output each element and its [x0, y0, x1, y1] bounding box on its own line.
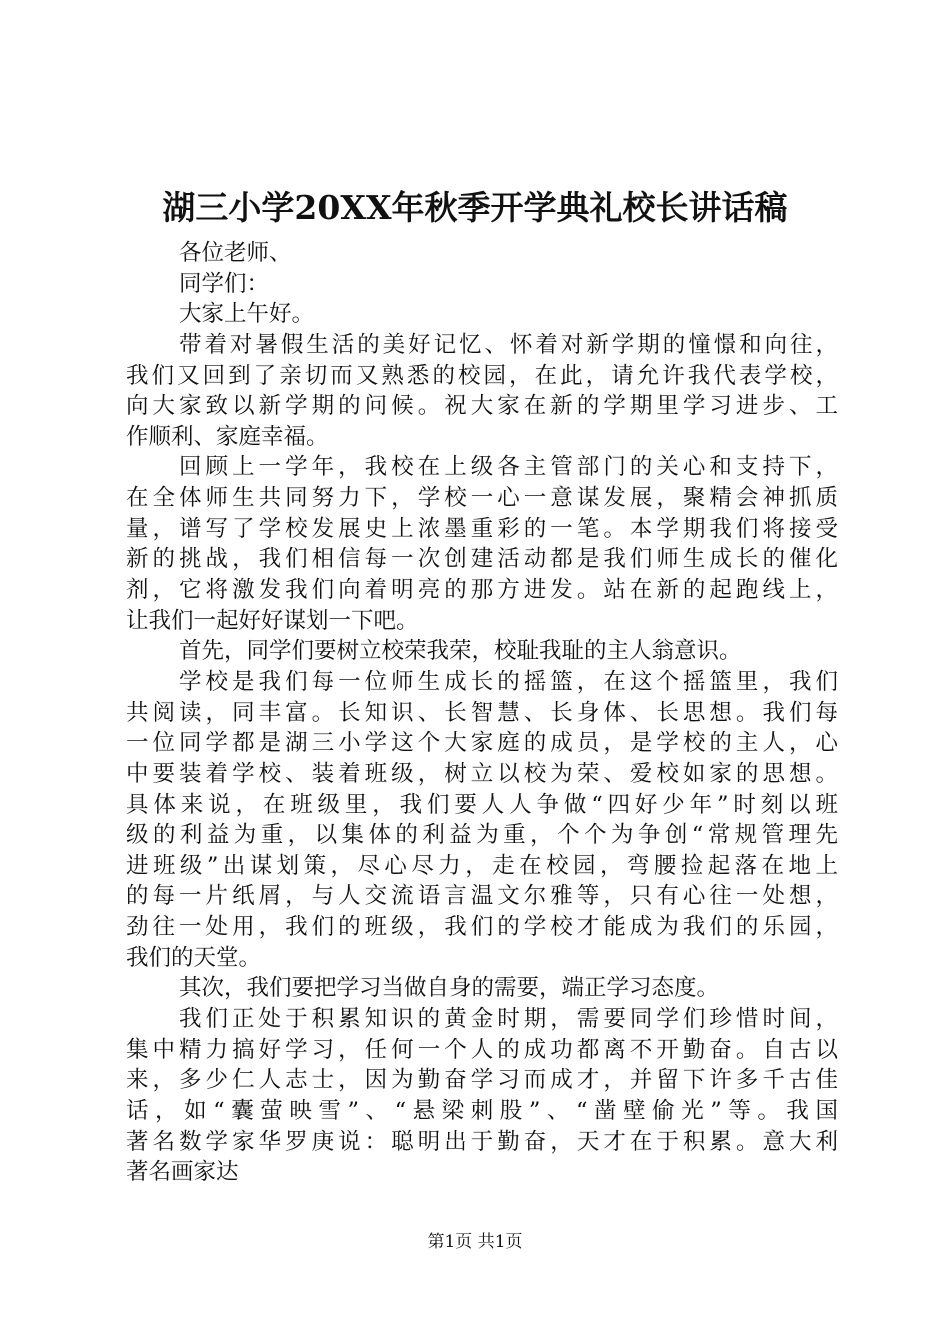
body-line: 作顺利、家庭幸福。	[126, 423, 329, 450]
body-line: 各位老师、	[179, 240, 292, 266]
body-line: 我们的天堂。	[126, 944, 262, 971]
body-line: 著名画家达	[126, 1159, 239, 1186]
document-title: 湖三小学20XX年秋季开学典礼校长讲话稿	[162, 188, 788, 227]
body-line: 同学们：	[179, 270, 270, 297]
body-line: 劲往一处用，我们的班级，我们的学校才能成为我们的乐园，	[126, 914, 838, 941]
body-line: 其次，我们要把学习当做自身的需要，端正学习态度。	[179, 975, 720, 1002]
body-line: 我们又回到了亲切而又熟悉的校园，在此，请允许我代表学校，	[126, 362, 838, 389]
body-line: 回顾上一学年，我校在上级各主管部门的关心和支持下，	[179, 454, 838, 481]
body-line: 首先，同学们要树立校荣我荣，校耻我耻的主人翁意识。	[179, 638, 742, 665]
body-line: 让我们一起好好谋划一下吧。	[126, 607, 419, 634]
body-line: 我们正处于积累知识的黄金时期，需要同学们珍惜时间，	[179, 1006, 838, 1033]
body-line: 集中精力搞好学习，任何一个人的成功都离不开勤奋。自古以	[126, 1036, 838, 1063]
body-line: 大家上午好。	[179, 301, 315, 328]
body-line: 的每一片纸屑，与人交流语言温文尔雅等，只有心往一处想，	[126, 883, 838, 910]
body-line: 向大家致以新学期的问候。祝大家在新的学期里学习进步、工	[126, 393, 838, 420]
body-line: 共阅读，同丰富。长知识、长智慧、长身体、长思想。我们每	[126, 699, 838, 726]
body-line: 带着对暑假生活的美好记忆、怀着对新学期的憧憬和向往，	[179, 331, 838, 358]
body-line: 级的利益为重，以集体的利益为重，个个为争创“常规管理先	[126, 822, 838, 849]
body-line: 进班级”出谋划策，尽心尽力，走在校园，弯腰捡起落在地上	[126, 852, 838, 879]
document-body	[126, 238, 838, 1188]
body-line: 学校是我们每一位师生成长的摇篮，在这个摇篮里，我们	[179, 668, 838, 695]
body-line: 来，多少仁人志士，因为勤奋学习而成才，并留下许多千古佳	[126, 1067, 838, 1094]
body-line: 剂，它将激发我们向着明亮的那方进发。站在新的起跑线上，	[126, 577, 838, 604]
body-line: 中要装着学校、装着班级，树立以校为荣、爱校如家的思想。	[126, 760, 838, 787]
body-line: 具体来说，在班级里，我们要人人争做“四好少年”时刻以班	[126, 791, 838, 818]
body-line: 在全体师生共同努力下，学校一心一意谋发展，聚精会神抓质	[126, 485, 838, 512]
body-line: 一位同学都是湖三小学这个大家庭的成员，是学校的主人，心	[126, 730, 838, 757]
body-line: 话，如“囊萤映雪”、“悬梁刺股”、“凿壁偷光”等。我国	[126, 1097, 838, 1124]
page-footer: 第1页 共1页	[427, 1232, 523, 1252]
body-line: 量，谱写了学校发展史上浓墨重彩的一笔。本学期我们将接受	[126, 515, 838, 542]
body-line: 新的挑战，我们相信每一次创建活动都是我们师生成长的催化	[126, 546, 838, 573]
body-line: 著名数学家华罗庚说：聪明出于勤奋，天才在于积累。意大利	[126, 1128, 838, 1155]
